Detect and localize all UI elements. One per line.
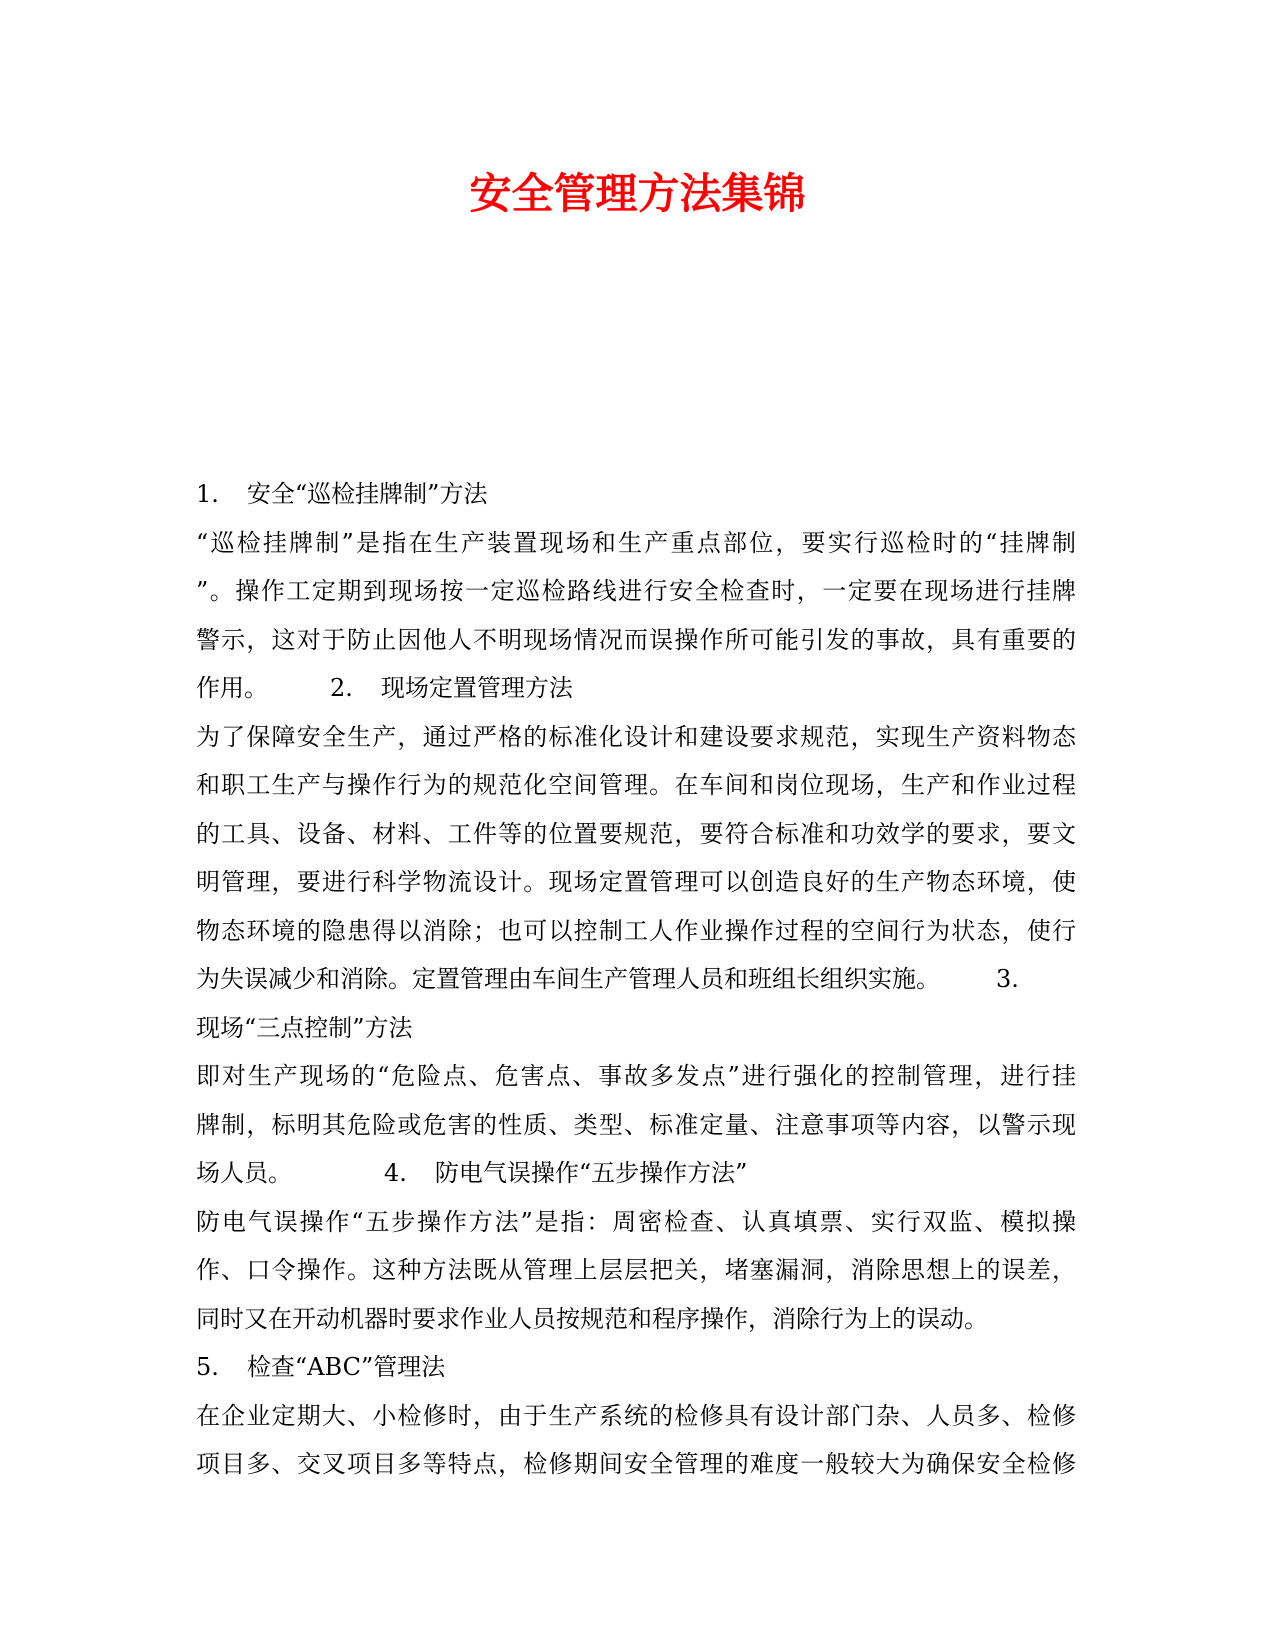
- section-heading-1: [196, 470, 1076, 519]
- section-heading-3: 现场“三点控制”方法: [196, 1013, 413, 1042]
- paragraph-line: 同时又在开动机器时要求作业人员按规范和程序操作，消除行为上的误动。: [196, 1304, 988, 1333]
- paragraph-line-with-heading-3: [196, 955, 1076, 1004]
- paragraph-line: 的工具、设备、材料、工件等的位置要规范，要符合标准和功效学的要求，要文: [196, 819, 1076, 848]
- paragraph-line-with-heading-4: [196, 1149, 1076, 1198]
- paragraph-end: 场人员。: [196, 1159, 292, 1187]
- paragraph-line: 项目多、交叉项目多等特点，检修期间安全管理的难度一般较大为确保安全检修: [196, 1450, 1076, 1478]
- paragraph-line: 防电气误操作“五步操作方法”是指：周密检查、认真填票、实行双监、模拟操: [196, 1207, 1076, 1236]
- paragraph-line: 作、口令操作。这种方法既从管理上层层把关，堵塞漏洞，消除思想上的误差，: [196, 1256, 1076, 1284]
- paragraph-line: 牌制，标明其危险或危害的性质、类型、标准定量、注意事项等内容，以警示现: [196, 1110, 1076, 1139]
- paragraph-line-with-heading-2: [196, 664, 1076, 713]
- document-title: 安全管理方法集锦: [469, 169, 806, 218]
- paragraph-line: ”。操作工定期到现场按一定巡检路线进行安全检查时，一定要在现场进行挂牌: [196, 577, 1076, 605]
- paragraph-line: 即对生产现场的“危险点、危害点、事故多发点”进行强化的控制管理，进行挂: [196, 1062, 1076, 1090]
- section-number: 5.: [196, 1353, 219, 1381]
- section-number: 4.: [384, 1159, 407, 1187]
- section-title: 现场定置管理方法: [380, 674, 573, 702]
- paragraph-line: “巡检挂牌制”是指在生产装置现场和生产重点部位，要实行巡检时的“挂牌制: [196, 528, 1076, 557]
- paragraph-line: 在企业定期大、小检修时，由于生产系统的检修具有设计部门杂、人员多、检修: [196, 1401, 1076, 1430]
- paragraph-line: 为了保障安全生产，通过严格的标准化设计和建设要求规范，实现生产资料物态: [196, 722, 1076, 751]
- paragraph-line: 和职工生产与操作行为的规范化空间管理。在车间和岗位现场，生产和作业过程: [196, 771, 1076, 799]
- section-title: 防电气误操作“五步操作方法”: [434, 1159, 748, 1187]
- section-number: 1.: [196, 480, 219, 508]
- paragraph-end: 作用。: [196, 674, 268, 702]
- paragraph-line: 明管理，要进行科学物流设计。现场定置管理可以创造良好的生产物态环境，使: [196, 868, 1076, 896]
- section-title: 检查“ABC”管理法: [246, 1353, 446, 1381]
- section-number: 2.: [330, 674, 353, 702]
- document-body: [196, 470, 1076, 1489]
- paragraph-line: 物态环境的隐患得以消除；也可以控制工人作业操作过程的空间行为状态，使行: [196, 916, 1076, 945]
- paragraph-end: 为失误减少和消除。定置管理由车间生产管理人员和班组长组织实施。: [196, 965, 940, 993]
- section-title: 安全“巡检挂牌制”方法: [246, 480, 488, 508]
- paragraph-line: 警示，这对于防止因他人不明现场情况而误操作所可能引发的事故，具有重要的: [196, 625, 1076, 654]
- section-number: 3.: [996, 965, 1019, 993]
- section-heading-5: [196, 1343, 1076, 1392]
